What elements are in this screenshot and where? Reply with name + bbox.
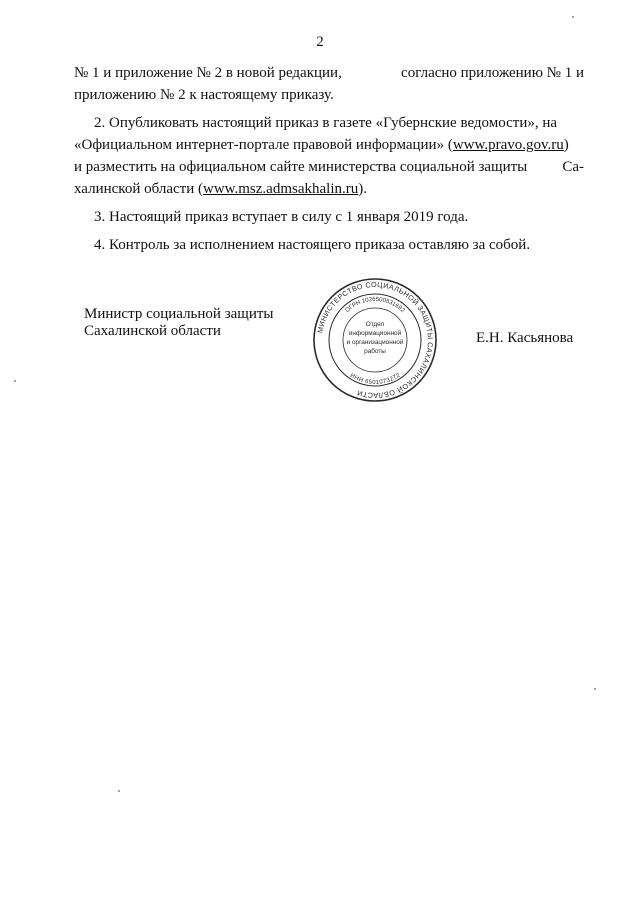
official-stamp bbox=[312, 277, 438, 403]
stamp-ring-text: МИНИСТЕРСТВО СОЦИАЛЬНОЙ ЗАЩИТЫ САХАЛИНСКОЙ ОБЛАСТИ bbox=[315, 279, 436, 401]
paragraph-2-paren: ) bbox=[563, 137, 569, 153]
stamp-inn: ИНН 6501073272 bbox=[348, 372, 402, 387]
stamp-center-line-4: работы bbox=[364, 348, 386, 355]
paragraph-2-text: «Официальном интернет-портале правовой информации» ( bbox=[74, 137, 453, 153]
paragraph-2-line-2 bbox=[74, 134, 584, 156]
document-body bbox=[74, 62, 584, 256]
page-number: 2 bbox=[316, 34, 324, 50]
paragraph-2-line-3-left: и разместить на официальном сайте министерства социальной защиты bbox=[74, 159, 528, 175]
paragraph-2-line-3 bbox=[74, 156, 584, 178]
scan-speck bbox=[572, 16, 574, 18]
paragraph-2-line-3-right: Са- bbox=[562, 159, 584, 175]
paragraph-2-line-4-end: ). bbox=[358, 181, 367, 197]
paragraph-1-right-text: согласно приложению № 1 и bbox=[401, 65, 584, 81]
paragraph-2-line-4-text: халинской области ( bbox=[74, 181, 203, 197]
paragraph-2-line-4 bbox=[74, 178, 584, 200]
paragraph-1-left-text: № 1 и приложение № 2 в новой редакции, bbox=[74, 65, 342, 81]
pravo-link[interactable]: www.pravo.gov.ru bbox=[452, 137, 564, 153]
paragraph-3: 3. Настоящий приказ вступает в силу с 1 января 2019 года. bbox=[94, 209, 469, 225]
paragraph-1-line-2: приложению № 2 к настоящему приказу. bbox=[74, 87, 334, 103]
msz-link[interactable]: www.msz.admsakhalin.ru bbox=[202, 181, 359, 197]
signer-name: Е.Н. Касьянова bbox=[476, 330, 574, 346]
signature-position bbox=[84, 306, 274, 340]
scan-speck bbox=[14, 380, 16, 382]
paragraph-1-line-1 bbox=[74, 62, 584, 84]
stamp-center-line-2: информационной bbox=[348, 330, 402, 337]
stamp-center-line-3: и организационной bbox=[346, 339, 404, 346]
paragraph-4: 4. Контроль за исполнением настоящего приказа оставляю за собой. bbox=[94, 237, 531, 253]
signature-position-line-1: Министр социальной защиты bbox=[84, 306, 274, 322]
signature-position-line-2: Сахалинской области bbox=[84, 323, 221, 339]
scan-speck bbox=[118, 790, 120, 792]
stamp-ogrn: ОГРН 1026500531692 bbox=[344, 296, 406, 314]
scan-speck bbox=[594, 688, 596, 690]
stamp-center-line-1: Отдел bbox=[365, 321, 385, 328]
paragraph-2-line-1: 2. Опубликовать настоящий приказ в газете «Губернские ведомости», на bbox=[94, 115, 558, 131]
